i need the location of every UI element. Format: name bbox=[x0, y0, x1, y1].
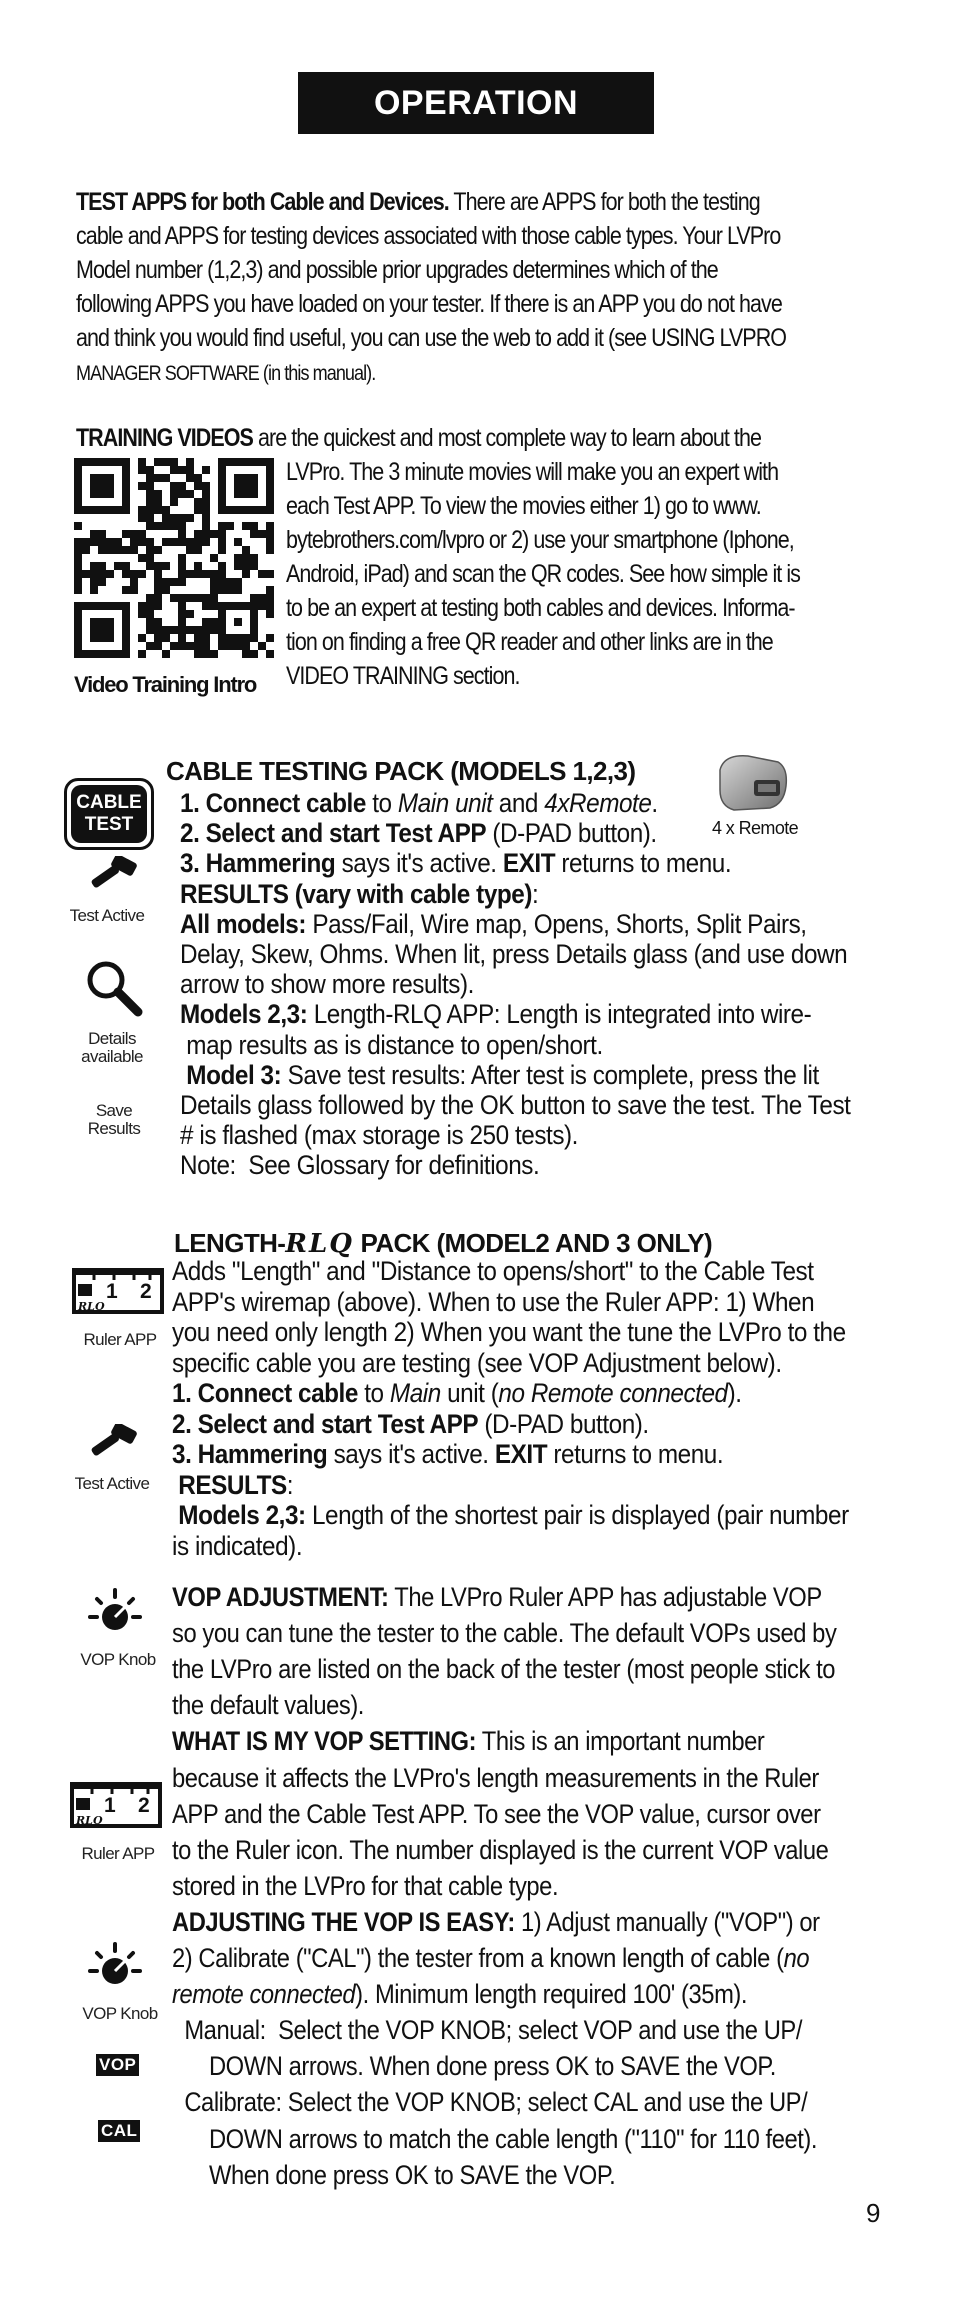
text-line bbox=[172, 1439, 723, 1470]
text-segment: 4xRemote bbox=[544, 788, 652, 818]
text-line bbox=[172, 1256, 814, 1287]
text-line bbox=[172, 2160, 615, 2191]
text-line bbox=[180, 1060, 819, 1091]
remote-device-image bbox=[714, 750, 790, 816]
text-segment: Manual: Select the VOP KNOB; select VOP and use the UP/ bbox=[172, 2015, 802, 2046]
training-text: are the quickest and most complete way to learn about the bbox=[252, 424, 761, 452]
text-segment: (D-PAD button). bbox=[486, 818, 657, 849]
text-segment: 1. Connect cable bbox=[172, 1378, 358, 1408]
text-line bbox=[180, 969, 474, 1000]
text-segment: to bbox=[365, 788, 398, 818]
intro-text: Model number (1,2,3) and possible prior upgrades determines which of the bbox=[76, 256, 718, 284]
save-results-caption bbox=[66, 1102, 162, 1138]
test-active-caption: Test Active bbox=[69, 906, 145, 925]
text-line bbox=[180, 1150, 539, 1181]
text-segment: RESULTS (vary with cable type) bbox=[180, 878, 532, 909]
cable-pack-heading: CABLE TESTING PACK (MODELS 1,2,3) bbox=[166, 756, 636, 786]
text-segment: 2. Select and start Test APP bbox=[180, 818, 487, 849]
training-line: to be an expert at testing both cables and devices. Informa- bbox=[286, 594, 795, 622]
text-segment: 1. Connect cable bbox=[180, 788, 366, 818]
text-line bbox=[172, 1835, 828, 1866]
text-line bbox=[172, 2087, 807, 2118]
text-segment: VOP ADJUSTMENT: bbox=[172, 1582, 389, 1612]
intro-line bbox=[76, 358, 375, 387]
text-line bbox=[180, 1120, 578, 1151]
training-line: VIDEO TRAINING section. bbox=[286, 662, 520, 690]
text-segment: Models 2,3: bbox=[180, 999, 308, 1030]
text-line bbox=[172, 1763, 819, 1794]
page-number: 9 bbox=[866, 2198, 881, 2228]
details-caption-line1: Details bbox=[88, 1029, 136, 1048]
text-line bbox=[172, 1690, 364, 1721]
text-line bbox=[172, 1531, 302, 1562]
intro-line bbox=[76, 290, 782, 319]
hammer-icon bbox=[82, 1424, 140, 1466]
hammer-icon bbox=[82, 856, 140, 898]
intro-line bbox=[76, 324, 786, 353]
remote-caption: 4 x Remote bbox=[712, 818, 799, 838]
text-line bbox=[180, 788, 658, 819]
text-line bbox=[172, 1654, 835, 1685]
ruler-app-icon-2[interactable] bbox=[70, 1780, 162, 1832]
vop-badge[interactable]: VOP bbox=[96, 2054, 139, 2076]
text-segment: APP's wiremap (above). When to use the Ruler APP: 1) When bbox=[172, 1286, 815, 1317]
text-segment: 1) Adjust manually ("VOP") or bbox=[514, 1906, 820, 1937]
text-segment: 2. Select and start Test APP bbox=[172, 1408, 479, 1439]
text-segment: Adds "Length" and "Distance to opens/short" to the Cable Test bbox=[172, 1256, 814, 1286]
text-line bbox=[172, 2051, 776, 2082]
text-segment: to the Ruler icon. The number displayed is the current VOP value bbox=[172, 1834, 829, 1865]
text-segment: Calibrate: Select the VOP KNOB; select CAL and use the UP/ bbox=[172, 2087, 808, 2118]
text-segment: WHAT IS MY VOP SETTING: bbox=[172, 1726, 477, 1757]
intro-line bbox=[76, 256, 718, 285]
text-segment: says it's active. bbox=[335, 848, 503, 879]
text-segment: to bbox=[357, 1378, 390, 1408]
text-segment: returns to menu. bbox=[555, 848, 732, 879]
text-segment: # is flashed (max storage is 250 tests). bbox=[180, 1120, 578, 1151]
text-line bbox=[180, 939, 847, 970]
text-segment: 2) Calibrate ("CAL") the tester from a known length of cable ( bbox=[172, 1943, 784, 1973]
text-segment: the default values). bbox=[172, 1690, 364, 1721]
text-line bbox=[180, 1030, 603, 1061]
text-line bbox=[180, 999, 811, 1030]
intro-line bbox=[76, 222, 780, 251]
text-line bbox=[172, 1799, 821, 1830]
training-line: each Test APP. To view the movies either 1) go to www. bbox=[286, 492, 761, 520]
cable-test-icon[interactable] bbox=[64, 778, 154, 850]
text-segment: remote connected bbox=[172, 1979, 356, 2010]
text-segment: no Remote connected bbox=[498, 1378, 728, 1408]
text-line bbox=[172, 1470, 293, 1501]
vop-knob-caption-2: VOP Knob bbox=[82, 2004, 158, 2023]
text-line bbox=[180, 879, 538, 910]
training-line: Android, iPad) and scan the QR codes. See how simple it is bbox=[286, 560, 800, 588]
text-segment: Length-RLQ APP: Length is integrated into wire- bbox=[307, 999, 812, 1030]
vop-knob-caption: VOP Knob bbox=[80, 1650, 156, 1669]
text-line bbox=[172, 1317, 846, 1348]
text-segment: ). Minimum length required 100' (35m). bbox=[355, 1979, 748, 2010]
text-segment: because it affects the LVPro's length measurements in the Ruler bbox=[172, 1762, 819, 1793]
text-segment: The LVPro Ruler APP has adjustable VOP bbox=[388, 1582, 822, 1612]
vop-knob-icon[interactable] bbox=[86, 1586, 144, 1644]
page-title: OPERATION bbox=[298, 72, 654, 134]
qr-caption: Video Training Intro bbox=[74, 672, 257, 697]
text-segment: Save test results: After test is complete, press the lit bbox=[281, 1059, 819, 1090]
text-segment: All models: bbox=[180, 908, 307, 939]
text-segment: map results as is distance to open/short. bbox=[180, 1029, 603, 1060]
text-segment: unit ( bbox=[440, 1378, 499, 1408]
text-segment: APP and the Cable Test APP. To see the VOP value, cursor over bbox=[172, 1798, 821, 1829]
ruler-app-icon[interactable] bbox=[72, 1266, 164, 1318]
cable-test-icon-line2: TEST bbox=[84, 814, 134, 835]
training-bold: TRAINING VIDEOS bbox=[76, 424, 253, 452]
text-segment: RESULTS bbox=[172, 1469, 287, 1500]
text-segment: Pass/Fail, Wire map, Opens, Shorts, Split Pairs, bbox=[306, 908, 807, 939]
ruler-digit-1: 1 bbox=[106, 1280, 118, 1303]
intro-text: and think you would find useful, you can use the web to add it (see USING LVPRO bbox=[76, 324, 787, 352]
cal-badge[interactable]: CAL bbox=[98, 2120, 140, 2142]
text-segment: ADJUSTING THE VOP IS EASY: bbox=[172, 1906, 515, 1937]
text-segment: 3. Hammering bbox=[172, 1439, 328, 1469]
text-segment: Length of the shortest pair is displayed (pair number bbox=[305, 1500, 849, 1530]
text-segment: is indicated). bbox=[172, 1530, 303, 1561]
qr-code-icon[interactable] bbox=[74, 458, 274, 658]
text-line bbox=[172, 1979, 747, 2010]
text-segment: (D-PAD button). bbox=[478, 1408, 649, 1439]
text-segment: EXIT bbox=[494, 1439, 548, 1469]
text-segment: EXIT bbox=[502, 848, 556, 879]
text-segment: Details glass followed by the OK button to save the test. The Test bbox=[180, 1090, 851, 1120]
text-segment: the LVPro are listed on the back of the tester (most people stick to bbox=[172, 1654, 836, 1685]
text-segment: Note: See Glossary for definitions. bbox=[180, 1150, 540, 1181]
save-caption-line1: Save bbox=[95, 1101, 133, 1120]
intro-text: MANAGER SOFTWARE (in this manual). bbox=[76, 362, 376, 385]
text-segment: : bbox=[286, 1469, 294, 1500]
text-segment: Main bbox=[389, 1378, 441, 1408]
rlq-logo: RLQ bbox=[285, 1229, 354, 1259]
text-line bbox=[180, 848, 731, 879]
text-segment: DOWN arrows. When done press OK to SAVE the VOP. bbox=[172, 2051, 776, 2082]
text-line bbox=[172, 1287, 814, 1318]
intro-line bbox=[76, 188, 760, 217]
text-line bbox=[172, 2124, 817, 2155]
text-segment: arrow to show more results). bbox=[180, 969, 474, 1000]
training-line: bytebrothers.com/lvpro or 2) use your smartphone (Iphone, bbox=[286, 526, 794, 554]
vop-knob-icon[interactable] bbox=[86, 1940, 144, 1998]
details-available-caption bbox=[62, 1030, 162, 1066]
length-pack-heading bbox=[174, 1228, 712, 1259]
save-caption-line2: Results bbox=[87, 1119, 141, 1138]
svg-text:RLQ: RLQ bbox=[78, 1300, 105, 1313]
intro-bold: TEST APPS for both Cable and Devices. bbox=[76, 188, 449, 216]
ruler-app-caption-2: Ruler APP bbox=[81, 1844, 155, 1863]
text-segment: : bbox=[531, 878, 539, 909]
text-segment: returns to menu. bbox=[547, 1439, 724, 1469]
text-segment: 3. Hammering bbox=[180, 848, 336, 879]
text-line bbox=[172, 1409, 649, 1440]
text-line bbox=[172, 1582, 822, 1613]
cable-test-icon-line1: CABLE bbox=[76, 792, 142, 813]
training-line: LVPro. The 3 minute movies will make you an expert with bbox=[286, 458, 779, 486]
text-segment: Delay, Skew, Ohms. When lit, press Details glass (and use down bbox=[180, 939, 848, 969]
text-line bbox=[172, 1907, 820, 1938]
text-segment: DOWN arrows to match the cable length ("110" for 110 feet). bbox=[172, 2123, 818, 2154]
text-segment: so you can tune the tester to the cable. The default VOPs used by bbox=[172, 1618, 837, 1649]
intro-text: cable and APPS for testing devices associated with those cable types. Your LVPro bbox=[76, 222, 781, 250]
text-line bbox=[180, 818, 657, 849]
text-segment: ). bbox=[727, 1378, 742, 1408]
test-active-caption-2: Test Active bbox=[74, 1474, 150, 1493]
text-segment: stored in the LVPro for that cable type. bbox=[172, 1870, 559, 1901]
training-line: tion on finding a free QR reader and other links are in the bbox=[286, 628, 773, 656]
text-segment: Models 2,3: bbox=[172, 1500, 306, 1530]
length-heading-pre: LENGTH- bbox=[174, 1228, 286, 1258]
text-line bbox=[180, 909, 807, 940]
ruler-digit-2: 2 bbox=[140, 1280, 152, 1303]
intro-text: following APPS you have loaded on your tester. If there is an APP you do not have bbox=[76, 290, 782, 318]
text-line bbox=[172, 1726, 764, 1757]
text-line bbox=[172, 1378, 742, 1409]
text-line bbox=[172, 1871, 558, 1902]
text-segment: you need only length 2) When you want the tune the LVPro to the bbox=[172, 1317, 846, 1347]
text-segment: specific cable you are testing (see VOP Adjustment below). bbox=[172, 1347, 782, 1378]
text-line bbox=[172, 1348, 782, 1379]
text-line bbox=[172, 1943, 809, 1974]
text-line bbox=[172, 1500, 849, 1531]
text-segment: This is an important number bbox=[476, 1726, 765, 1757]
text-segment: When done press OK to SAVE the VOP. bbox=[172, 2159, 616, 2190]
magnifier-icon[interactable] bbox=[82, 956, 144, 1018]
text-segment: and bbox=[492, 788, 545, 818]
ruler-app-caption: Ruler APP bbox=[83, 1330, 157, 1349]
text-segment: Main unit bbox=[397, 788, 493, 818]
text-line bbox=[172, 1618, 836, 1649]
text-line bbox=[172, 2015, 802, 2046]
svg-text:RLQ: RLQ bbox=[76, 1814, 103, 1827]
text-segment: says it's active. bbox=[327, 1439, 495, 1469]
training-first-line bbox=[76, 424, 761, 453]
ruler-digit-2: 2 bbox=[138, 1794, 150, 1817]
intro-text: There are APPS for both the testing bbox=[448, 188, 760, 216]
ruler-digit-1: 1 bbox=[104, 1794, 116, 1817]
text-segment: . bbox=[651, 788, 658, 818]
text-line bbox=[180, 1090, 850, 1121]
details-caption-line2: available bbox=[81, 1047, 143, 1066]
text-segment: Model 3: bbox=[180, 1059, 282, 1090]
text-segment: no bbox=[783, 1943, 810, 1973]
length-heading-post: PACK (MODEL2 AND 3 ONLY) bbox=[353, 1228, 713, 1258]
